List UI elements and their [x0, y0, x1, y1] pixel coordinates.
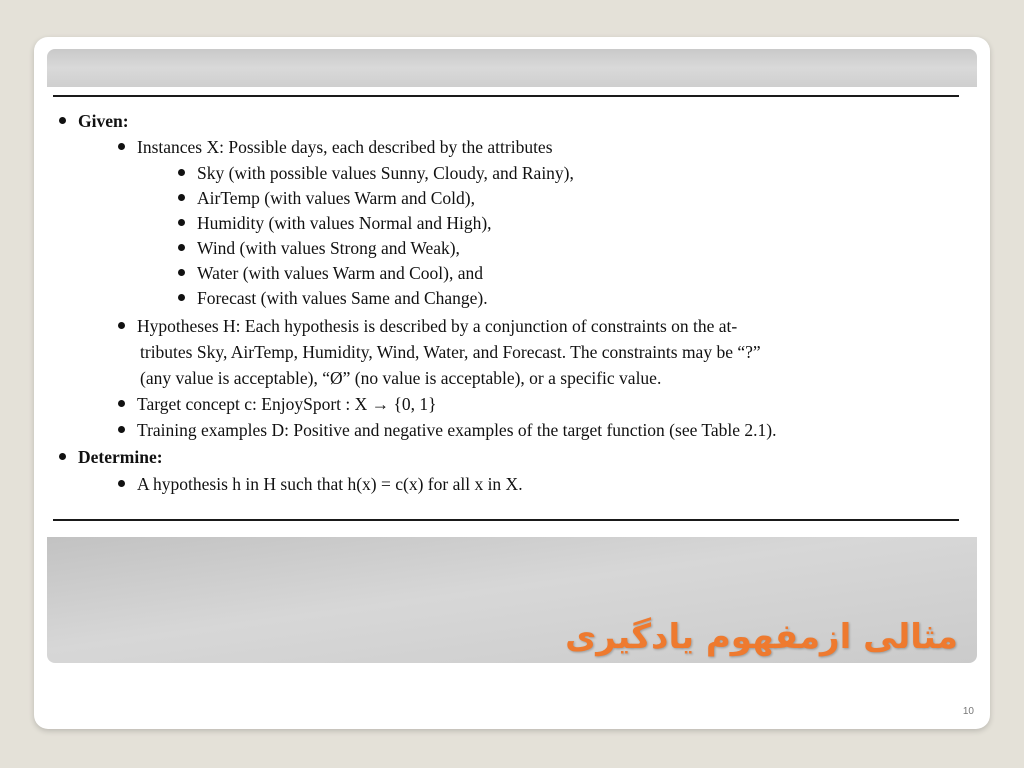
bullet-icon — [118, 322, 125, 329]
top-rule — [53, 95, 959, 97]
bullet-icon — [118, 143, 125, 150]
page-number: 10 — [962, 706, 974, 717]
bullet-icon — [118, 400, 125, 407]
slide — [34, 37, 990, 729]
determine-item — [59, 445, 163, 471]
determine-label: Determine: — [78, 447, 163, 467]
instances-text: Instances X: Possible days, each described by the attributes — [137, 137, 553, 157]
hypotheses-text: tributes Sky, AirTemp, Humidity, Wind, Water, and Forecast. The constraints may be “?” — [140, 342, 761, 362]
training-item — [118, 418, 776, 444]
hypotheses-text: Hypotheses H: Each hypothesis is described by a conjunction of constraints on the at- — [137, 316, 738, 336]
bullet-icon — [178, 269, 185, 276]
given-label: Given: — [78, 111, 129, 131]
attribute-text: Wind (with values Strong and Weak), — [197, 238, 460, 258]
hypothesis-goal-item — [118, 472, 523, 498]
header-panel — [47, 49, 977, 87]
training-text: Training examples D: Positive and negative examples of the target function (see Table 2.1). — [137, 420, 777, 440]
attribute-text: Water (with values Warm and Cool), and — [197, 263, 484, 283]
attribute-item — [178, 236, 460, 262]
bullet-icon — [178, 194, 185, 201]
bullet-icon — [178, 219, 185, 226]
bullet-icon — [178, 294, 185, 301]
hypothesis-goal-text: A hypothesis h in H such that h(x) = c(x) for all x in X. — [137, 474, 523, 494]
bullet-icon — [59, 453, 66, 460]
attribute-text: Forecast (with values Same and Change). — [197, 288, 488, 308]
attribute-item — [178, 161, 574, 187]
given-item — [59, 109, 129, 135]
bullet-icon — [59, 117, 66, 124]
hypotheses-continuation — [140, 340, 761, 366]
attribute-item — [178, 186, 475, 212]
bullet-icon — [178, 169, 185, 176]
attribute-text: AirTemp (with values Warm and Cold), — [197, 188, 475, 208]
attribute-text: Sky (with possible values Sunny, Cloudy, and Rainy), — [197, 163, 574, 183]
slide-title: مثالی ازمفهوم یادگیری — [565, 617, 958, 657]
attribute-item — [178, 211, 492, 237]
bullet-icon — [118, 426, 125, 433]
instances-item — [118, 135, 553, 161]
document-figure — [47, 87, 977, 537]
bullet-icon — [178, 244, 185, 251]
target-item — [118, 392, 437, 418]
attribute-item — [178, 286, 488, 312]
bottom-rule — [53, 519, 959, 521]
target-text: Target concept c: EnjoySport : X → {0, 1} — [137, 394, 437, 414]
bullet-icon — [118, 480, 125, 487]
attribute-text: Humidity (with values Normal and High), — [197, 213, 492, 233]
hypotheses-item — [118, 314, 737, 340]
hypotheses-continuation — [140, 366, 661, 392]
attribute-item — [178, 261, 483, 287]
hypotheses-text: (any value is acceptable), “Ø” (no value is acceptable), or a specific value. — [140, 368, 662, 388]
